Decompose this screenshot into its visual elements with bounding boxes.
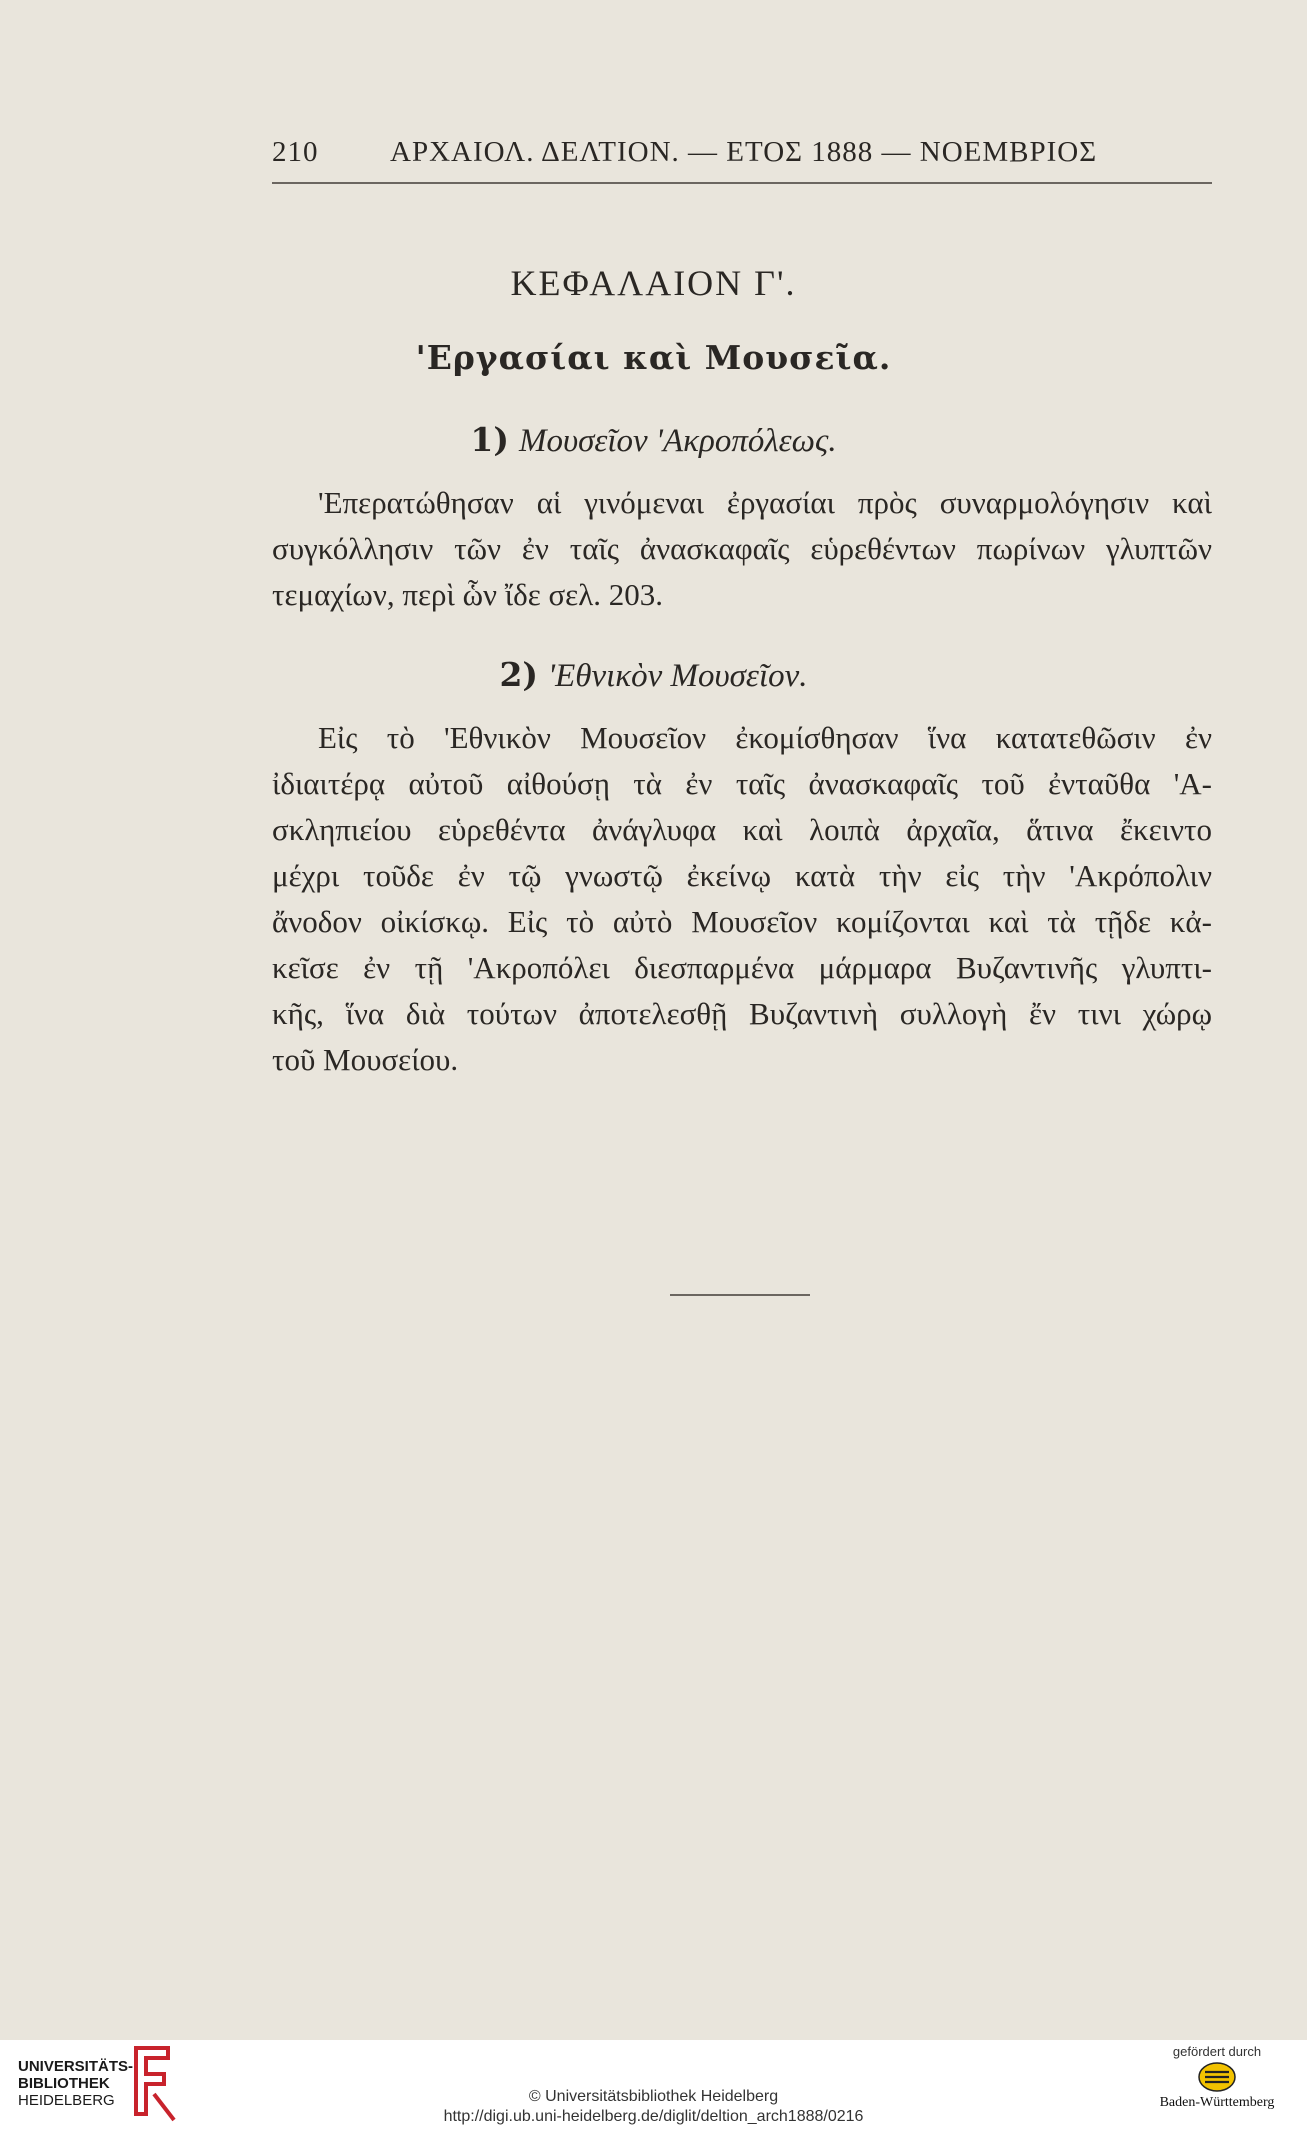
running-title: ΑΡΧΑΙΟΛ. ΔΕΛΤΙΟΝ. — ΕΤΟΣ 1888 — ΝΟΕΜΒΡΙΟΣ bbox=[390, 136, 1098, 168]
funded-by-label: gefördert durch bbox=[1172, 2044, 1262, 2059]
section-number: 1) bbox=[470, 420, 509, 459]
section-title: 'Εθνικὸν Μουσεῖον. bbox=[548, 658, 808, 694]
text-line: σκληπιείου εὑρεθέντα ἀνάγλυφα καὶ λοιπὰ ἀρχαῖα, ἅτινα ἔκειντο bbox=[272, 812, 1212, 847]
permalink[interactable]: http://digi.ub.uni-heidelberg.de/diglit/deltion_arch1888/0216 bbox=[443, 2108, 864, 2125]
text-line: ἄνοδον οἰκίσκῳ. Εἰς τὸ αὐτὸ Μουσεῖον κομίζονται καὶ τὰ τῇδε κἀ- bbox=[272, 904, 1212, 939]
paragraph-2 bbox=[272, 715, 1212, 1083]
copyright-notice: © Universitätsbibliothek Heidelberg bbox=[528, 2088, 779, 2105]
section-number: 2) bbox=[499, 655, 539, 694]
text-line: μέχρι τοῦδε ἐν τῷ γνωστῷ ἐκείνῳ κατὰ τὴν εἰς τὴν 'Ακρόπολιν bbox=[272, 858, 1212, 893]
text-line: τοῦ Μουσείου. bbox=[272, 1042, 459, 1077]
section-heading-1 bbox=[0, 420, 1307, 460]
end-rule bbox=[670, 1294, 810, 1296]
text-line: Εἰς τὸ 'Εθνικὸν Μουσεῖον ἐκομίσθησαν ἵνα κατατεθῶσιν ἐν bbox=[318, 720, 1212, 755]
funder-name: Baden-Württemberg bbox=[1159, 2095, 1275, 2110]
section-heading-2 bbox=[0, 655, 1307, 695]
coat-of-arms-icon bbox=[1197, 2061, 1237, 2093]
section-title: Μουσεῖον 'Ακροπόλεως. bbox=[518, 423, 837, 459]
text-line: ἰδιαιτέρᾳ αὐτοῦ αἰθούσῃ τὰ ἐν ταῖς ἀνασκαφαῖς τοῦ ἐνταῦθα 'Α- bbox=[272, 766, 1212, 801]
paragraph-1 bbox=[272, 480, 1212, 618]
chapter-heading: ΚΕΦΑΛΑΙΟΝ Γ'. bbox=[510, 263, 797, 303]
library-name-line: BIBLIOTHEK bbox=[18, 2075, 110, 2092]
library-name-line: HEIDELBERG bbox=[18, 2092, 115, 2109]
page-number: 210 bbox=[272, 136, 319, 168]
text-line: κεῖσε ἐν τῇ 'Ακροπόλει διεσπαρμένα μάρμαρα Βυζαντινῆς γλυπτι- bbox=[272, 950, 1212, 985]
digitization-footer bbox=[0, 2040, 1307, 2131]
chapter-title: 'Εργασίαι καὶ Μουσεῖα. bbox=[415, 338, 892, 377]
funder-block bbox=[1147, 2044, 1287, 2111]
text-line: τεμαχίων, περὶ ὧν ἴδε σελ. 203. bbox=[272, 577, 663, 612]
text-line: κῆς, ἵνα διὰ τούτων ἀποτελεσθῇ Βυζαντινὴ συλλογὴ ἔν τινι χώρῳ bbox=[272, 996, 1212, 1031]
library-name-line: UNIVERSITÄTS- bbox=[18, 2058, 134, 2075]
header-rule bbox=[272, 182, 1212, 184]
text-line: 'Επερατώθησαν αἱ γινόμεναι ἐργασίαι πρὸς συναρμολόγησιν καὶ bbox=[318, 485, 1212, 520]
text-line: συγκόλλησιν τῶν ἐν ταῖς ἀνασκαφαῖς εὑρεθέντων πωρίνων γλυπτῶν bbox=[272, 531, 1212, 566]
